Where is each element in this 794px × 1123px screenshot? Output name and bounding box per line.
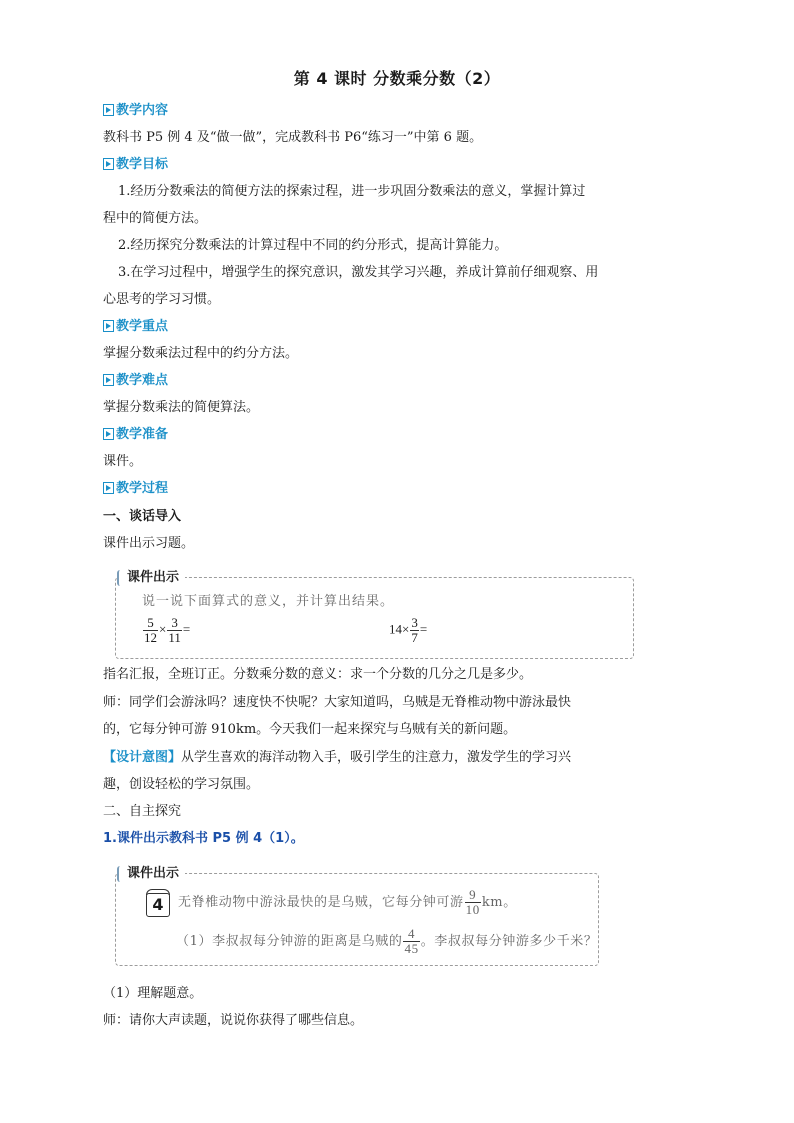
part1-line3-a: 师：同学们会游泳吗？速度快不快呢？大家知道吗，乌贼是无脊椎动物中游泳最快 xyxy=(103,695,572,710)
play-icon xyxy=(103,482,114,494)
play-icon xyxy=(103,428,114,440)
fraction: $\frac{4}{45}$ xyxy=(404,926,419,956)
play-icon xyxy=(103,374,114,386)
example-line-1: 无脊椎动物中游泳最快的是乌贼，它每分钟可游 $\frac{9}{10}$ km。 xyxy=(178,887,517,917)
part1-heading: 一、谈话导入 xyxy=(103,509,182,524)
section-header-process: 教学过程 xyxy=(103,480,168,498)
difficulty-text: 掌握分数乘法的简便算法。 xyxy=(103,400,260,415)
design-purpose-line-a: 【设计意图】从学生喜欢的海洋动物入手，吸引学生的注意力，激发学生的学习兴 xyxy=(103,750,572,765)
box1-prompt: 说一说下面算式的意义，并计算出结果。 xyxy=(142,594,395,609)
play-icon xyxy=(103,158,114,170)
key-text: 掌握分数乘法过程中的约分方法。 xyxy=(103,346,299,361)
courseware-tab-1: 课件出示 xyxy=(117,567,185,589)
expression-1: $\frac{5}{12}$ × $\frac{3}{11}$ = xyxy=(144,615,191,645)
section-header-content: 教学内容 xyxy=(103,102,168,120)
design-purpose-label: 【设计意图】 xyxy=(103,750,182,765)
part2-step1: （1）理解题意。 xyxy=(103,986,203,1001)
part2-heading: 二、自主探究 xyxy=(103,804,182,819)
page-title: 第 4 课时 分数乘分数（2） xyxy=(293,69,501,88)
part1-line1: 课件出示习题。 xyxy=(103,536,195,551)
fraction: $\frac{3}{7}$ xyxy=(411,615,418,645)
design-purpose-line-b: 趣，创设轻松的学习氛围。 xyxy=(103,777,260,792)
goal-1-line-b: 程中的简便方法。 xyxy=(103,211,208,226)
prep-text: 课件。 xyxy=(103,454,143,469)
goal-3-line-b: 心思考的学习习惯。 xyxy=(103,292,221,307)
example-line-2: （1）李叔叔每分钟游的距离是乌贼的 $\frac{4}{45}$ 。李叔叔每分钟游多少千米？ xyxy=(176,926,598,956)
courseware-tab-2: 课件出示 xyxy=(117,863,185,885)
goal-1-line-a: 1.经历分数乘法的简便方法的探索过程，进一步巩固分数乘法的意义，掌握计算过 xyxy=(118,184,586,199)
play-icon xyxy=(103,104,114,116)
fraction: $\frac{9}{10}$ xyxy=(465,887,480,917)
courseware-box-1 xyxy=(115,577,634,659)
expression-2: 14× $\frac{3}{7}$ = xyxy=(389,615,428,645)
fraction: $\frac{5}{12}$ xyxy=(144,615,157,645)
play-icon xyxy=(103,320,114,332)
fraction: $\frac{3}{11}$ xyxy=(168,615,181,645)
example-number-badge: 4 xyxy=(146,893,170,917)
part1-line2: 指名汇报，全班订正。分数乘分数的意义：求一个分数的几分之几是多少。 xyxy=(103,667,533,682)
section-header-difficulty: 教学难点 xyxy=(103,372,168,390)
part2-sub1: 1.课件出示教科书 P5 例 4（1）。 xyxy=(103,831,304,846)
part1-line3-b: 的，它每分钟可游 910km。今天我们一起来探究与乌贼有关的新问题。 xyxy=(103,722,517,737)
section-header-goals: 教学目标 xyxy=(103,156,168,174)
part2-step2: 师：请你大声读题，说说你获得了哪些信息。 xyxy=(103,1013,364,1028)
content-text: 教科书 P5 例 4 及“做一做”，完成教科书 P6“练习一”中第 6 题。 xyxy=(103,130,483,145)
goal-2: 2.经历探究分数乘法的计算过程中不同的约分形式，提高计算能力。 xyxy=(118,238,508,253)
goal-3-line-a: 3.在学习过程中，增强学生的探究意识，激发其学习兴趣，养成计算前仔细观察、用 xyxy=(118,265,599,280)
section-header-key: 教学重点 xyxy=(103,318,168,336)
section-header-prep: 教学准备 xyxy=(103,426,168,444)
